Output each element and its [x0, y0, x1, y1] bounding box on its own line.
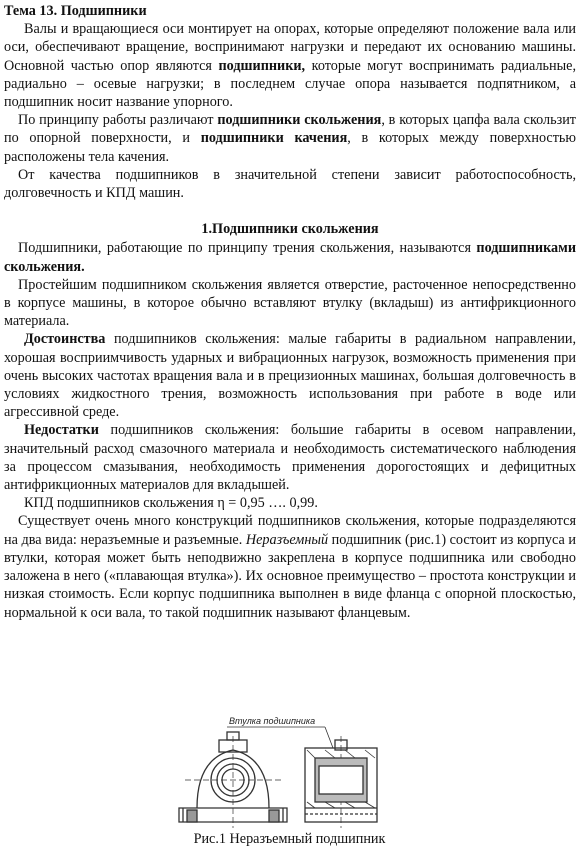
intro-paragraph-3: От качества подшипников в значительной степени зависит работоспособность, долговечность и КПД машин.	[4, 166, 576, 202]
term-advantages: Достоинства	[24, 331, 106, 348]
term-sliding-bearings: подшипники скольжения	[217, 112, 382, 129]
leader-line	[325, 727, 333, 748]
intro-paragraph-2: По принципу работы различают подшипники скольжения, в которых цапфа вала скользит по опорной поверхности, и подшипники качения, в которых между поверхностью расположены тела качения.	[4, 112, 576, 165]
section-paragraph-advantages: Достоинства подшипников скольжения: малые габариты в радиальном направлении, хорошая восприимчивость ударных и вибрационных нагрузок, возможность применения при очень высоких частотах вращения вала и в прецизионных машинах, большая долговечность в условиях жидкостного трения, возможность использования при работе в воде или агрессивной среде.	[4, 331, 576, 421]
figure-caption: Рис.1 Неразъемный подшипник	[193, 831, 386, 847]
term-rolling-bearings: подшипники качения	[200, 130, 348, 147]
intro-paragraph-1: Валы и вращающиеся оси монтирует на опорах, которые определяют положение вала или оси, обеспечивают вращение, воспринимают нагрузки и передают их основанию машины. Основной частью опор являются подшипники, которые могут воспринимать радиальные, радиально – осевые нагрузки; в последнем случае опора называется подпятником, а подшипник носит название упорного.	[4, 21, 576, 111]
section-paragraph-disadvantages: Недостатки подшипников скольжения: большие габариты в осевом направлении, значительный расход смазочного материала и необходимость систематического наблюдения за процессом смазывания, необходимость применения дорогостоящих и дефицитных антифрикционных материалов для вкладышей.	[4, 422, 576, 494]
section-heading: 1.Подшипники скольжения	[201, 221, 379, 238]
section-paragraph-types: Существует очень много конструкций подшипников скольжения, которые подразделяются на два вида: неразъемные и разъемные. Неразъемный подшипник (рис.1) состоит из корпуса и втулки, которая может быть неподвижно закреплена в корпусе подшипника или свободно заложена в него («плавающая втулка»). Их основное преимущество – простота конструкции и низкая стоимость. Если корпус подшипника выполнен в виде фланца с опорной плоскостью, нормальной к оси вала, то такой подшипник называют фланцевым.	[4, 513, 576, 621]
section-paragraph-2: Простейшим подшипником скольжения является отверстие, расточенное непосредственно в корпусе машины, в которое обычно вставляют втулку (вкладыш) из антифрикционного материала.	[4, 276, 576, 330]
term-sliding-bearings-def: подшипниками скольжения.	[4, 240, 576, 275]
figure-label: Втулка подшипника	[229, 716, 316, 726]
document-title: Тема 13. Подшипники	[4, 3, 147, 19]
section-paragraph-1: Подшипники, работающие по принципу трения скольжения, называются подшипниками скольжения.	[4, 240, 576, 275]
document-page	[4, 0, 576, 622]
term-disadvantages: Недостатки	[24, 422, 99, 439]
section-paragraph-efficiency: КПД подшипников скольжения η = 0,95 …. 0,99.	[24, 495, 318, 512]
bearing-section-view	[305, 736, 377, 828]
bearing-figure	[175, 710, 385, 830]
bearing-front-view	[179, 732, 287, 828]
term-bearings: подшипники,	[218, 57, 306, 74]
term-non-split: Неразъемный	[245, 531, 329, 548]
